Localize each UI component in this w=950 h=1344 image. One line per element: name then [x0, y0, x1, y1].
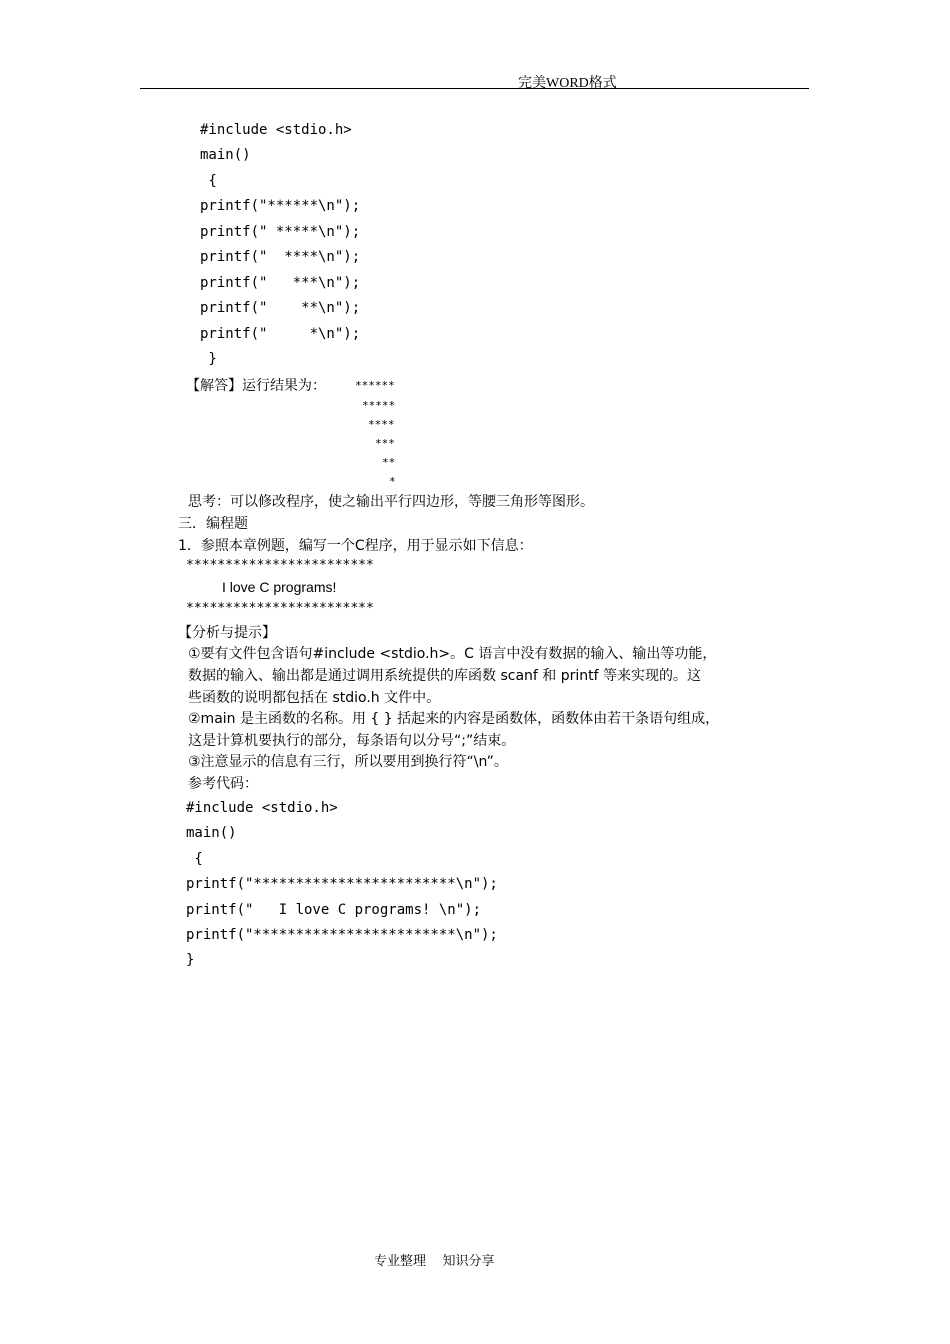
code-line: printf(" *****\n"); [200, 224, 361, 240]
code-line: } [186, 952, 195, 968]
analysis-line: 参考代码： [188, 776, 258, 792]
code-line: } [200, 351, 217, 367]
code-line: printf(" **\n"); [200, 300, 361, 316]
code-line: printf("************************\n"); [186, 876, 498, 892]
display-message: I love C programs! [222, 579, 337, 595]
result-line: **** [368, 418, 395, 431]
analysis-line: 数据的输入、输出都是通过调用系统提供的库函数 scanf 和 printf 等来实现的。这 [188, 668, 701, 684]
section-heading: 三．编程题 [178, 516, 248, 532]
code-line: printf(" I love C programs! \n"); [186, 902, 482, 918]
code-line: main() [186, 825, 237, 841]
analysis-line: 这是计算机要执行的部分，每条语句以分号“;”结束。 [188, 733, 516, 749]
header-rule [140, 88, 809, 89]
analysis-line: ②main 是主函数的名称。用 { } 括起来的内容是函数体，函数体由若干条语句组成， [188, 711, 720, 727]
code-line: printf(" ****\n"); [200, 249, 361, 265]
question-1: 1．参照本章例题，编写一个C程序，用于显示如下信息： [178, 538, 533, 554]
star-line: ************************ [186, 601, 374, 616]
answer-label: 【解答】运行结果为： [186, 378, 326, 394]
page-header: 完美WORD格式 [518, 76, 617, 91]
star-line: ************************ [186, 558, 374, 573]
result-line: ****** [355, 379, 395, 392]
think-note: 思考：可以修改程序，使之输出平行四边形，等腰三角形等图形。 [188, 494, 594, 510]
code-line: printf(" ***\n"); [200, 275, 361, 291]
code-line: main() [200, 147, 251, 163]
result-line: *** [375, 437, 395, 450]
code-line: #include <stdio.h> [186, 800, 338, 816]
code-line: #include <stdio.h> [200, 122, 352, 138]
result-line: ***** [362, 399, 396, 412]
result-line: ** [382, 456, 396, 469]
code-line: printf("************************\n"); [186, 927, 498, 943]
page-footer: 专业整理 知识分享 [374, 1254, 495, 1269]
analysis-line: 些函数的说明都包括在 stdio.h 文件中。 [188, 690, 441, 706]
analysis-line: ①要有文件包含语句#include <stdio.h>。C 语言中没有数据的输入、输出等功能， [188, 646, 717, 662]
code-line: { [186, 851, 203, 867]
code-line: printf(" *\n"); [200, 326, 361, 342]
result-line: * [389, 475, 396, 488]
code-line: printf("******\n"); [200, 198, 361, 214]
code-line: { [200, 173, 217, 189]
analysis-title: 【分析与提示】 [178, 625, 276, 641]
analysis-line: ③注意显示的信息有三行，所以要用到换行符“\n”。 [188, 754, 508, 770]
